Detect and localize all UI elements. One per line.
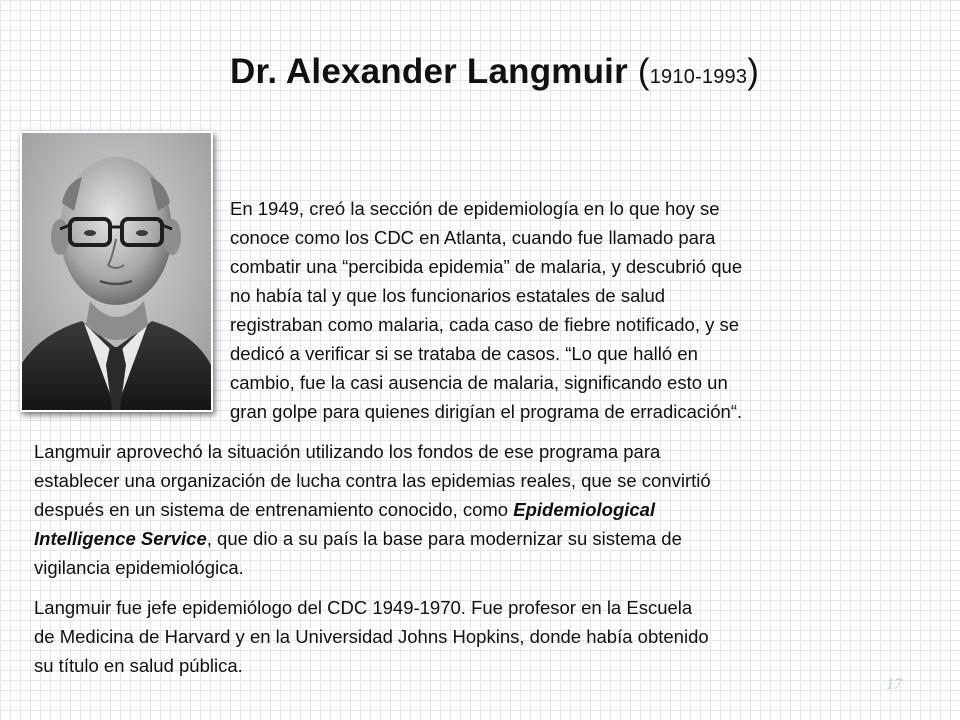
paragraph-1-line: dedicó a verificar si se trataba de casos. “Lo que halló en — [230, 343, 698, 364]
paragraph-2-line: Langmuir aprovechó la situación utilizando los fondos de ese programa para — [34, 441, 661, 462]
paragraph-2-line: establecer una organización de lucha contra las epidemias reales, que se convirtió — [34, 470, 711, 491]
title-close-paren: ) — [747, 52, 760, 91]
paragraph-2-text: , que dio a su país la base para modernizar su sistema de — [206, 528, 682, 549]
paragraph-1-line: gran golpe para quienes dirigían el programa de erradicación“. — [230, 401, 743, 422]
slide-title — [230, 52, 759, 92]
paragraph-3-line: su título en salud pública. — [34, 655, 243, 676]
paragraph-1-line: cambio, fue la casi ausencia de malaria, significando esto un — [230, 372, 728, 393]
paragraph-1-line: registraban como malaria, cada caso de fiebre notificado, y se — [230, 314, 740, 335]
emphasis-epidemiological: Epidemiological — [513, 499, 656, 520]
title-years: 1910-1993 — [649, 66, 748, 88]
title-open-paren: ( — [637, 52, 650, 91]
paragraph-2-line — [34, 524, 934, 553]
paragraph-3-line: de Medicina de Harvard y en la Universidad Johns Hopkins, donde había obtenido — [34, 626, 709, 647]
paragraph-3-line: Langmuir fue jefe epidemiólogo del CDC 1949-1970. Fue profesor en la Escuela — [34, 597, 693, 618]
paragraph-2-line: vigilancia epidemiológica. — [34, 557, 244, 578]
paragraph-1-line: combatir una “percibida epidemia” de malaria, y descubrió que — [230, 256, 743, 277]
paragraph-2-text: después en un sistema de entrenamiento conocido, como — [34, 499, 514, 520]
emphasis-intelligence-service: Intelligence Service — [34, 528, 207, 549]
paragraph-1-line: En 1949, creó la sección de epidemiología en lo que hoy se — [230, 198, 720, 219]
title-name: Dr. Alexander Langmuir — [230, 52, 628, 91]
paragraph-2 — [34, 437, 934, 582]
portrait-illustration — [22, 133, 211, 410]
page-number: 17 — [886, 676, 902, 693]
paragraph-1-line: no había tal y que los funcionarios estatales de salud — [230, 285, 666, 306]
paragraph-1 — [230, 194, 930, 426]
paragraph-2-line — [34, 495, 934, 524]
paragraph-3 — [34, 593, 934, 680]
portrait-photo — [20, 131, 213, 412]
paragraph-1-line: conoce como los CDC en Atlanta, cuando fue llamado para — [230, 227, 716, 248]
